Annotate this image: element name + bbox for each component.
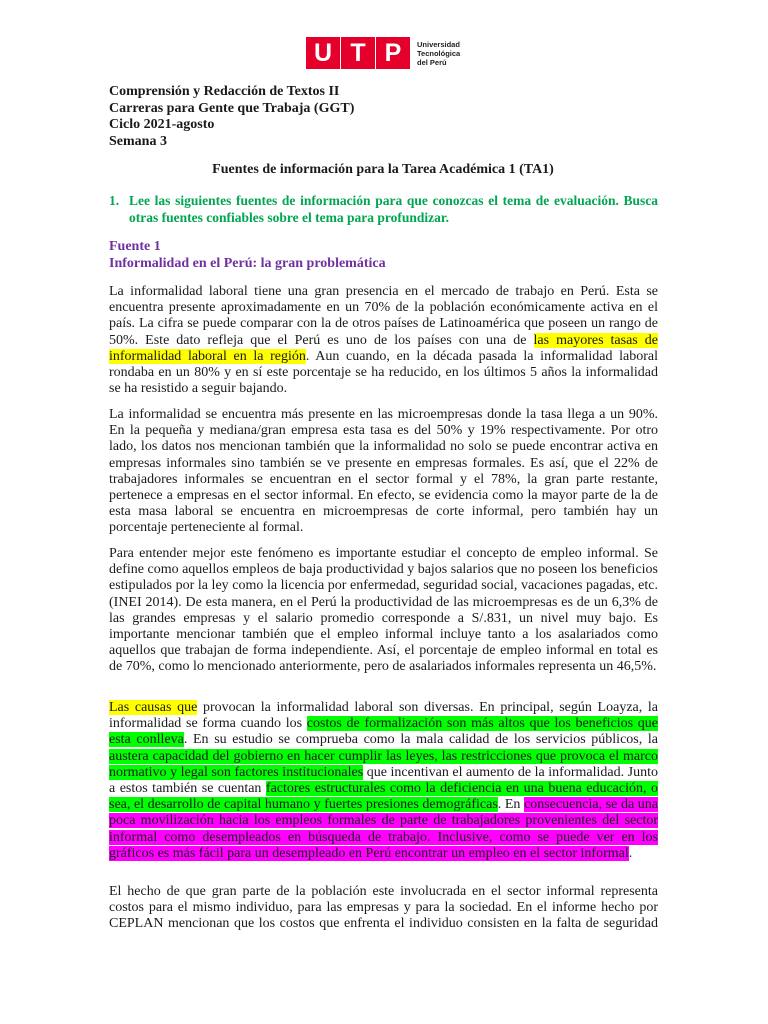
paragraph-1-text-a: La informalidad laboral tiene una gran presencia en el mercado de trabajo en Perú. Esta se encuentra presente aproximadamente en un 70% de la población económicamente activa en el país. La cifra se puede comparar con la de otros países de Latinoamérica que poseen un rango de 50%. Este dato refleja que el Perú es uno de los países con una de: [109, 284, 658, 348]
paragraph-2: La informalidad se encuentra más presente en las microempresas donde la tasa llega a un 90%. En la pequeña y mediana/gran empresa esta tasa es del 50% y 19% respectivamente. Por otro lado, los datos nos mencionan también que la informalidad no solo se puede encontrar activa en empresas informales sino también se ve presente en empresas formales. Es así, que el 22% de trabajadores informales se encuentran en el sector formal y el 78%, la gran parte restante, pertenece a empresas en el sector informal. En efecto, se evidencia como la mayor parte de la de esta masa laboral se encuentra en microempresas de corte informal, pero también hay un porcentaje perteneciente al formal.: [109, 407, 658, 536]
program-name: Carreras para Gente que Trabaja (GGT): [109, 100, 355, 116]
paragraph-1: [109, 284, 658, 397]
logo-university-name: [417, 40, 460, 67]
paragraph-4-highlight-consequence: consecuencia, se da una poca movilización hacia los empleos formales de parte de trabajadores provenientes del sector informal como desempleados en búsqueda de trabajo. Inclusive, como se puede ver en los gráficos es más fácil para un desempleado en Perú encontrar un empleo en el sector informal: [109, 797, 658, 861]
paragraph-5: El hecho de que gran parte de la población este involucrada en el sector informal representa costos para el mismo individuo, para las empresas y para la sociedad. En el informe hecho por CEPLAN mencionan que los costos que enfrenta el individuo consisten en la falta de seguridad: [109, 884, 658, 932]
document-title: Fuentes de información para la Tarea Académica 1 (TA1): [212, 162, 554, 177]
paragraph-4-text-h: . En: [497, 797, 524, 813]
utp-logo: [306, 37, 460, 69]
course-name: Comprensión y Redacción de Textos II: [109, 84, 340, 99]
week-label: Semana 3: [109, 133, 167, 149]
logo-letter-p: P: [376, 37, 410, 69]
instruction-number: 1.: [109, 193, 120, 208]
cycle-label: Ciclo 2021-agosto: [109, 117, 215, 132]
logo-line-3: del Perú: [417, 57, 447, 67]
paragraph-4-highlight-institutional: austera capacidad del gobierno en hacer cumplir las leyes, las restricciones que provoca el marco normativo y legal son factores institucionales: [109, 748, 658, 780]
paragraph-4-text-d: . En su estudio se comprueba como la mala calidad de los servicios públicos, la: [183, 732, 658, 748]
logo-line-2: Tecnológica: [417, 48, 461, 58]
paragraph-4-text-j: .: [628, 845, 633, 861]
source-heading: [109, 238, 669, 272]
source-label: Fuente 1: [109, 239, 161, 254]
logo-letter-u: U: [306, 37, 340, 69]
paragraph-4-highlight-structural: factores estructurales como la deficiencia en una buena educación, o sea, el desarrollo de capital humano y fuertes presiones demográficas: [109, 781, 658, 813]
paragraph-1-highlight: las mayores tasas de informalidad laboral en la región: [109, 332, 658, 364]
paragraph-4: [109, 700, 658, 862]
logo-line-1: Universidad: [417, 39, 460, 49]
paragraph-4-highlight-costs: costos de formalización son más altos que los beneficios que esta conlleva: [109, 716, 658, 748]
course-header: [109, 84, 669, 150]
logo-letter-t: T: [341, 37, 375, 69]
paragraph-4-text-f: que incentivan el aumento de la informalidad. Junto a estos también se cuentan: [109, 764, 658, 797]
paragraph-4-text-b: provocan la informalidad laboral son diversas. En principal, según Loayza, la informalidad se forma cuando los: [109, 700, 659, 732]
paragraph-1-text-c: . Aun cuando, en la década pasada la informalidad laboral rondaba en un 80% y en sí este porcentaje se ha reducido, en los últimos 5 años la informalidad se ha resistido a seguir bajando.: [109, 348, 659, 397]
instruction-text: Lee las siguientes fuentes de información para que conozcas el tema de evaluación. Busca otras fuentes confiables sobre el tema para profundizar.: [129, 193, 658, 225]
instruction-item: [109, 193, 658, 226]
paragraph-4-highlight-causes: Las causas que: [109, 700, 198, 715]
paragraph-3: Para entender mejor este fenómeno es importante estudiar el concepto de empleo informal. Se define como aquellos empleos de baja productividad y bajos salarios que no poseen los beneficios estipulados por la ley como la licencia por enfermedad, seguridad social, vacaciones pagadas, etc. (INEI 2014). De esta manera, en el Perú la productividad de las microempresas es de un 6,3% de las grandes empresas y el salario promedio corresponde a S/.831, un nivel muy bajo. Es importante mencionar también que el empleo informal incluye tanto a los asalariados como aquellos que trabajan de forma independiente. Así, el porcentaje de empleo informal en total es de 70%, como lo mencionado anteriormente, pero de asalariados informales representa un 46,5%.: [109, 546, 658, 675]
source-title: Informalidad en el Perú: la gran problemática: [109, 256, 386, 271]
